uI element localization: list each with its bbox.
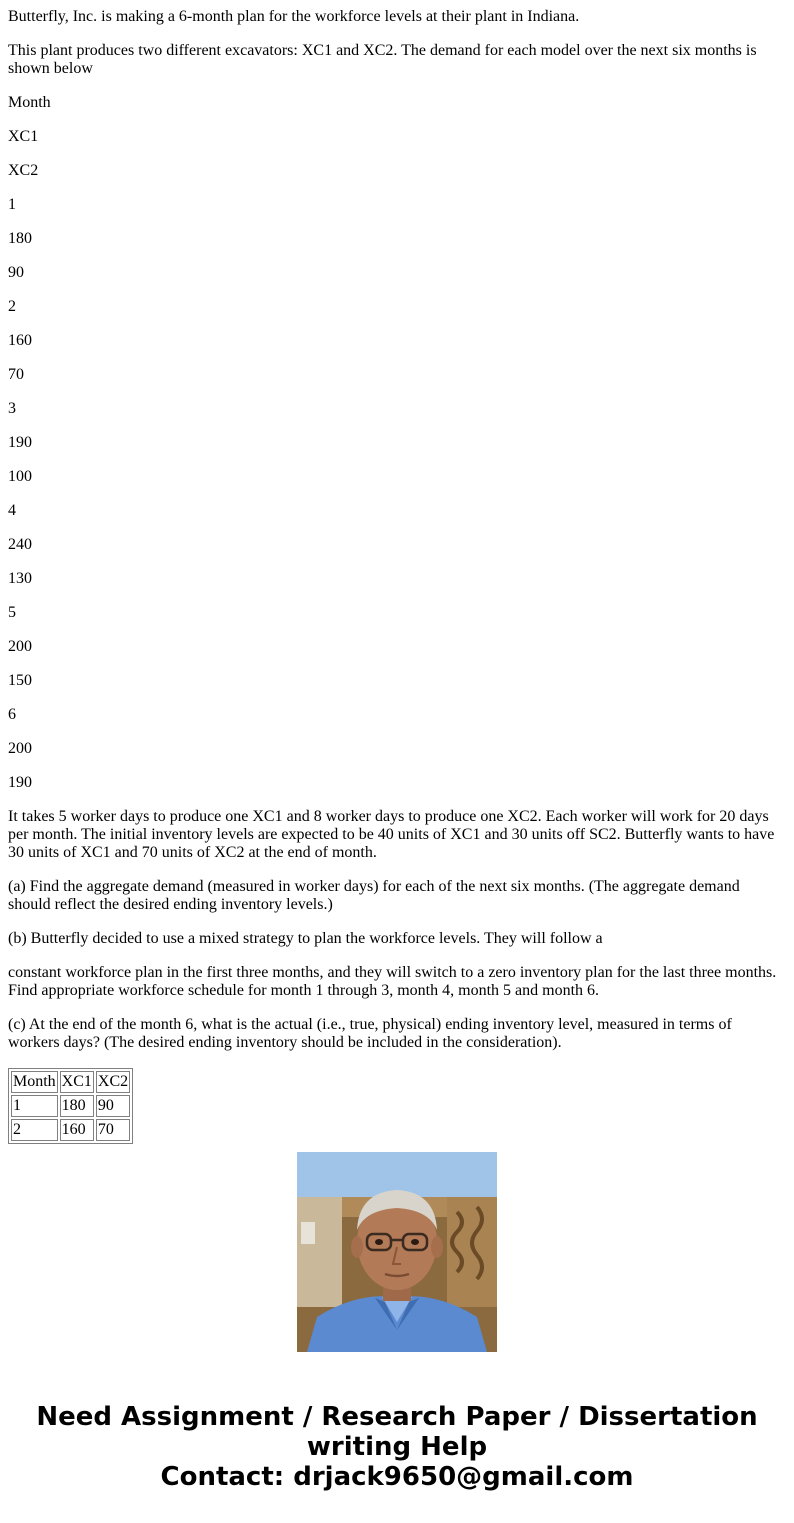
demand-table <box>8 1068 133 1144</box>
flat-table-cell: Month <box>8 94 51 111</box>
table-cell: 90 <box>96 1095 130 1117</box>
promo-text <box>0 1402 794 1492</box>
flat-table-cell: 180 <box>8 230 32 247</box>
flat-table-cell: 90 <box>8 264 24 281</box>
flat-table-cells <box>8 94 786 792</box>
part-b-intro-text: (b) Butterfly decided to use a mixed strategy to plan the workforce levels. They will follow a <box>8 930 603 947</box>
promo-contact: Contact: drjack9650@gmail.com <box>160 1462 634 1492</box>
flat-table-cell: 190 <box>8 434 32 451</box>
table-cell: 180 <box>60 1095 94 1117</box>
table-header-row <box>11 1071 130 1093</box>
flat-table-cell: 1 <box>8 196 16 213</box>
question-content <box>8 8 786 1138</box>
table-cell: 2 <box>11 1119 58 1141</box>
flat-table-cell: 6 <box>8 706 16 723</box>
flat-table-cell: 5 <box>8 604 16 621</box>
table-header-cell: XC2 <box>96 1071 130 1093</box>
flat-table-cell: 4 <box>8 502 16 519</box>
promo-line-2: writing Help <box>306 1432 488 1462</box>
table-cell: 160 <box>60 1119 94 1141</box>
flat-table-cell: 200 <box>8 740 32 757</box>
intro-text: Butterfly, Inc. is making a 6-month plan for the workforce levels at their plant in Indiana. <box>8 8 580 25</box>
flat-table-cell: 190 <box>8 774 32 791</box>
details-text: It takes 5 worker days to produce one XC1 and 8 worker days to produce one XC2. Each worker will work for 20 days per month. The initial inventory levels are expected to be 40 units of XC1 and 30 units off SC2. Butterfly wants to have 30 units of XC1 and 70 units of XC2 at the end of month. <box>8 808 775 861</box>
part-c-text: (c) At the end of the month 6, what is the actual (i.e., true, physical) ending inventory level, measured in terms of workers days? (The desired ending inventory should be included in the consideration). <box>8 1016 732 1051</box>
flat-table-cell: 240 <box>8 536 32 553</box>
promo-line-1: Need Assignment / Research Paper / Dissertation <box>36 1402 758 1432</box>
table-header-cell: Month <box>11 1071 58 1093</box>
person-portrait-icon <box>297 1152 497 1352</box>
table-cell: 1 <box>11 1095 58 1117</box>
flat-table-cell: XC1 <box>8 128 39 145</box>
table-header-cell: XC1 <box>60 1071 94 1093</box>
promo-banner <box>0 1152 794 1492</box>
flat-table-cell: 70 <box>8 366 24 383</box>
flat-table-cell: 150 <box>8 672 32 689</box>
part-a-text: (a) Find the aggregate demand (measured in worker days) for each of the next six months. (The aggregate demand should reflect the desired ending inventory levels.) <box>8 878 740 913</box>
flat-table-cell: 2 <box>8 298 16 315</box>
demand-table-container <box>8 1068 786 1138</box>
table-row <box>11 1095 130 1117</box>
table-row <box>11 1119 130 1141</box>
part-b-text: constant workforce plan in the first three months, and they will switch to a zero inventory plan for the last three months. Find appropriate workforce schedule for month 1 through 3, month 4, month 5 and month 6. <box>8 964 777 999</box>
flat-table-cell: 160 <box>8 332 32 349</box>
flat-table-cell: 100 <box>8 468 32 485</box>
flat-table-cell: XC2 <box>8 162 39 179</box>
description-text: This plant produces two different excavators: XC1 and XC2. The demand for each model over the next six months is shown below <box>8 42 757 77</box>
table-cell: 70 <box>96 1119 130 1141</box>
flat-table-cell: 200 <box>8 638 32 655</box>
flat-table-cell: 3 <box>8 400 16 417</box>
flat-table-cell: 130 <box>8 570 32 587</box>
